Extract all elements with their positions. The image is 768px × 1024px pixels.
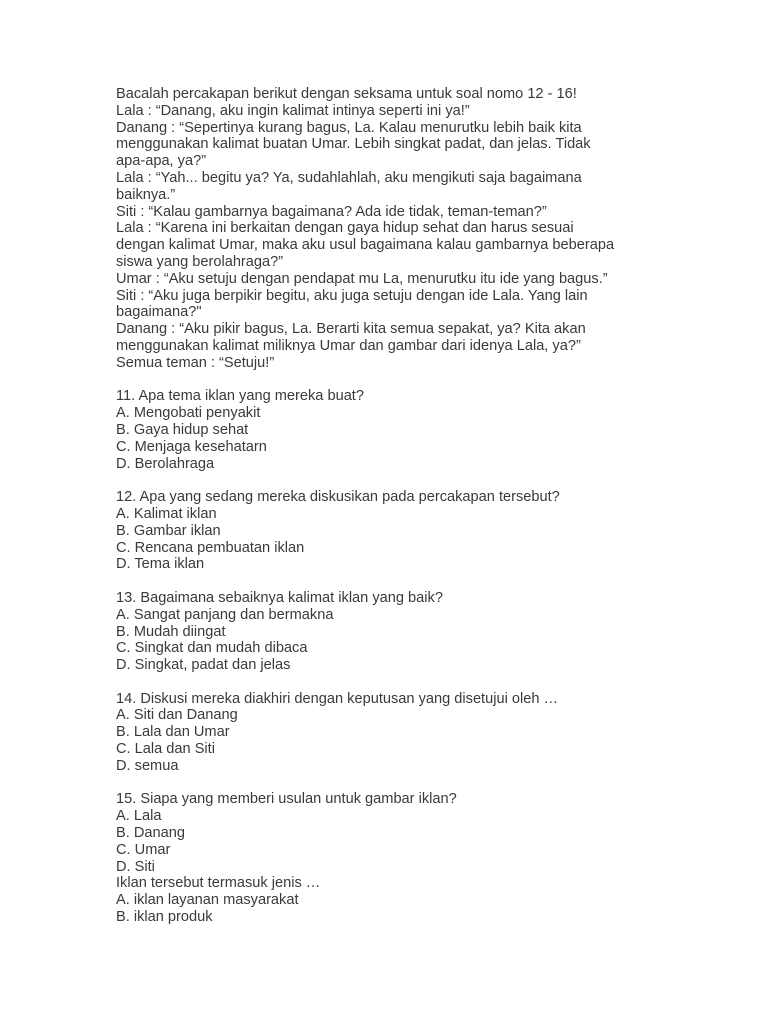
dialogue-line: Siti : “Kalau gambarnya bagaimana? Ada ide tidak, teman-teman?” (116, 203, 547, 220)
answer-option: D. Berolahraga (116, 455, 215, 472)
answer-option: A. Sangat panjang dan bermakna (116, 606, 334, 623)
answer-option: C. Singkat dan mudah dibaca (116, 640, 308, 657)
question-text: 14. Diskusi mereka diakhiri dengan keputusan yang disetujui oleh … (116, 690, 559, 707)
dialogue-line: Umar : “Aku setuju dengan pendapat mu La, menurutku itu ide yang bagus.” (116, 270, 608, 287)
answer-option: C. Lala dan Siti (116, 741, 215, 758)
answer-option: C. Umar (116, 841, 171, 858)
spacer (116, 472, 656, 489)
answer-option: B. Gambar iklan (116, 522, 221, 539)
question-13 (116, 590, 656, 674)
dialogue-line: dengan kalimat Umar, maka aku usul bagaimana kalau gambarnya beberapa (116, 237, 615, 254)
dialogue-line: siswa yang berolahraga?” (116, 253, 284, 270)
answer-option: A. Lala (116, 808, 162, 825)
question-text: 15. Siapa yang memberi usulan untuk gambar iklan? (116, 791, 457, 808)
question-text: Iklan tersebut termasuk jenis … (116, 875, 321, 892)
dialogue-line: Danang : “Aku pikir bagus, La. Berarti kita semua sepakat, ya? Kita akan (116, 321, 586, 338)
dialogue-line: baiknya.” (116, 186, 176, 203)
dialogue-line: apa-apa, ya?” (116, 153, 207, 170)
intro-instruction: Bacalah percakapan berikut dengan seksama untuk soal nomo 12 - 16! (116, 86, 577, 102)
answer-option: A. Siti dan Danang (116, 707, 238, 724)
answer-option: D. semua (116, 757, 179, 774)
spacer (116, 573, 656, 590)
answer-option: B. Danang (116, 825, 185, 842)
dialogue-line: menggunakan kalimat miliknya Umar dan gambar dari idenya Lala, ya?” (116, 337, 581, 354)
question-12 (116, 489, 656, 573)
spacer (116, 372, 656, 389)
question-ad-type (116, 875, 656, 925)
spacer (116, 674, 656, 691)
answer-option: B. Lala dan Umar (116, 724, 230, 741)
answer-option: D. Siti (116, 858, 155, 875)
dialogue-line: menggunakan kalimat buatan Umar. Lebih singkat padat, dan jelas. Tidak (116, 136, 591, 153)
answer-option: C. Menjaga kesehatarn (116, 438, 267, 455)
answer-option: A. Mengobati penyakit (116, 405, 261, 422)
answer-option: B. Gaya hidup sehat (116, 421, 249, 438)
dialogue-line: Lala : “Karena ini berkaitan dengan gaya hidup sehat dan harus sesuai (116, 220, 574, 237)
question-text: 11. Apa tema iklan yang mereka buat? (116, 388, 364, 405)
question-text: 12. Apa yang sedang mereka diskusikan pada percakapan tersebut? (116, 489, 560, 506)
answer-option: B. Mudah diingat (116, 623, 226, 640)
question-14 (116, 691, 656, 775)
answer-option: A. iklan layanan masyarakat (116, 892, 299, 909)
answer-option: C. Rencana pembuatan iklan (116, 539, 305, 556)
document-page (116, 86, 656, 926)
answer-option: D. Tema iklan (116, 556, 205, 573)
question-15 (116, 791, 656, 875)
dialogue-line: Lala : “Danang, aku ingin kalimat intinya seperti ini ya!” (116, 102, 470, 119)
spacer (116, 775, 656, 792)
dialogue-line: Danang : “Sepertinya kurang bagus, La. Kalau menurutku lebih baik kita (116, 119, 582, 136)
answer-option: D. Singkat, padat dan jelas (116, 657, 291, 674)
dialogue-line: bagaimana?" (116, 304, 202, 321)
question-11 (116, 388, 656, 472)
answer-option: A. Kalimat iklan (116, 505, 217, 522)
dialogue-line: Lala : “Yah... begitu ya? Ya, sudahlahlah, aku mengikuti saja bagaimana (116, 169, 582, 186)
dialogue-line: Semua teman : “Setuju!” (116, 354, 275, 371)
dialogue-line: Siti : “Aku juga berpikir begitu, aku juga setuju dengan ide Lala. Yang lain (116, 287, 588, 304)
dialogue-block (116, 103, 656, 372)
question-text: 13. Bagaimana sebaiknya kalimat iklan yang baik? (116, 589, 443, 606)
answer-option: B. iklan produk (116, 909, 213, 926)
